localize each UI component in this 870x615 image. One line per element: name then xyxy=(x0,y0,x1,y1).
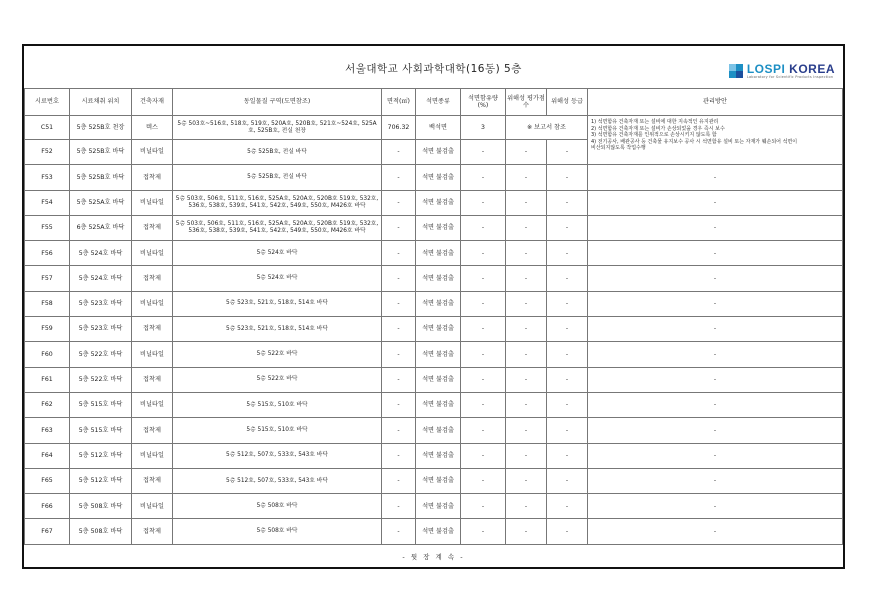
cell-risk-score: - xyxy=(506,140,547,165)
cell-material: 비닐타일 xyxy=(132,190,173,215)
cell-material: 비닐타일 xyxy=(132,494,173,519)
page-title: 서울대학교 사회과학대학(16동) 5층 xyxy=(345,63,522,75)
cell-management: - xyxy=(588,367,843,392)
cell-material: 접착제 xyxy=(132,519,173,544)
table-row xyxy=(25,190,843,215)
cell-type: 석면 불검출 xyxy=(416,215,461,240)
cell-risk-grade: - xyxy=(547,367,588,392)
cell-sample-id: F53 xyxy=(25,165,70,190)
cell-management: - xyxy=(588,190,843,215)
col-header: 시료채취 위치 xyxy=(70,89,132,116)
table-row xyxy=(25,215,843,240)
cell-location: 5층 512호 바닥 xyxy=(70,443,132,468)
cell-risk-grade: - xyxy=(547,468,588,493)
cell-sample-id: F65 xyxy=(25,468,70,493)
cell-risk-grade: - xyxy=(547,165,588,190)
cell-location: 5층 515호 바닥 xyxy=(70,418,132,443)
cell-type: 석면 불검출 xyxy=(416,165,461,190)
cell-material: 비닐타일 xyxy=(132,443,173,468)
cell-risk-grade: - xyxy=(547,317,588,342)
cell-risk-score: - xyxy=(506,241,547,266)
cell-management: - xyxy=(588,266,843,291)
cell-location: 5층 523호 바닥 xyxy=(70,317,132,342)
cell-size: - xyxy=(382,215,416,240)
cell-area: 5층 503호, 506호, 511호, 516호, 525A호, 520A호, 520B호 519호, 532호, 536호, 538호, 539호, 541호, 542호, 549호, 550호, M426호 바닥 xyxy=(173,190,382,215)
management-line: 3) 석면함유 건축자재를 인위적으로 손상시키지 않도록 함 xyxy=(591,132,717,138)
logo-word-b: KOREA xyxy=(785,61,835,76)
cell-material: 접착제 xyxy=(132,215,173,240)
cell-material: 텍스 xyxy=(132,116,173,140)
cell-management: - xyxy=(588,291,843,316)
management-line: 2) 석면함유 건축자재 또는 설비가 손상되었을 경우 즉시 보수 xyxy=(591,125,725,132)
table-header-row xyxy=(25,89,843,116)
cell-type: 석면 불검출 xyxy=(416,190,461,215)
table-row xyxy=(25,519,843,544)
cell-management: - xyxy=(588,418,843,443)
cell-sample-id: F60 xyxy=(25,342,70,367)
cell-material: 접착제 xyxy=(132,165,173,190)
cell-management: - xyxy=(588,519,843,544)
cell-management: - xyxy=(588,317,843,342)
cell-management: - xyxy=(588,241,843,266)
cell-size: - xyxy=(382,392,416,417)
cell-location: 5층 525B호 바닥 xyxy=(70,165,132,190)
cell-location: 5층 525B호 천장 xyxy=(70,116,132,140)
management-line: 1) 석면함유 건축자재 또는 설비에 대한 지속적인 유지관리 xyxy=(591,119,719,125)
cell-risk-score: - xyxy=(506,443,547,468)
cell-type: 석면 불검출 xyxy=(416,266,461,291)
cell-risk-grade: - xyxy=(547,519,588,544)
cell-type: 석면 불검출 xyxy=(416,468,461,493)
cell-risk-grade: - xyxy=(547,392,588,417)
cell-area: 5층 525B호, 전실 바닥 xyxy=(173,140,382,165)
cell-size: - xyxy=(382,291,416,316)
cell-area: 5층 523호, 521호, 518호, 514호 바닥 xyxy=(173,291,382,316)
cell-percent: - xyxy=(461,443,506,468)
col-header: 관리방안 xyxy=(588,89,843,116)
cell-percent: - xyxy=(461,494,506,519)
cell-area: 5층 515호, 510호 바닥 xyxy=(173,418,382,443)
cell-area: 5층 524호 바닥 xyxy=(173,241,382,266)
cell-management: - xyxy=(588,165,843,190)
asbestos-survey-table xyxy=(24,88,843,545)
col-header: 면적(㎡) xyxy=(382,89,416,116)
cell-percent: - xyxy=(461,140,506,165)
cell-type: 석면 불검출 xyxy=(416,317,461,342)
col-header: 시료번호 xyxy=(25,89,70,116)
cell-risk-score: - xyxy=(506,291,547,316)
col-header: 석면종류 xyxy=(416,89,461,116)
table-row xyxy=(25,494,843,519)
table-row xyxy=(25,367,843,392)
cell-type: 석면 불검출 xyxy=(416,519,461,544)
cell-size: - xyxy=(382,140,416,165)
cell-location: 6층 525A호 바닥 xyxy=(70,215,132,240)
cell-sample-id: F64 xyxy=(25,443,70,468)
cell-area: 5층 508호 바닥 xyxy=(173,494,382,519)
cell-size: - xyxy=(382,266,416,291)
cell-risk-grade: - xyxy=(547,266,588,291)
cell-size: - xyxy=(382,443,416,468)
cell-location: 5층 512호 바닥 xyxy=(70,468,132,493)
logo-word-a: LOSPI xyxy=(746,61,786,76)
cell-risk-grade: - xyxy=(547,418,588,443)
cell-risk-grade: - xyxy=(547,443,588,468)
table-row xyxy=(25,165,843,190)
management-line: 4) 전기공사, 배관공사 등 건축물 유지보수 공사 시 석면함유 설비 또는 자재가 훼손되어 석면이 xyxy=(591,138,798,145)
table-row xyxy=(25,317,843,342)
cell-area: 5층 524호 바닥 xyxy=(173,266,382,291)
cell-risk-score: - xyxy=(506,190,547,215)
cell-location: 5층 524호 바닥 xyxy=(70,266,132,291)
cell-risk-grade: - xyxy=(547,342,588,367)
cell-risk-score: - xyxy=(506,418,547,443)
cell-risk-grade: - xyxy=(547,494,588,519)
cell-risk-grade: - xyxy=(547,241,588,266)
cell-management: - xyxy=(588,494,843,519)
cell-evaluation: ※ 보고서 참조 xyxy=(506,116,588,140)
cell-type: 백석면 xyxy=(416,116,461,140)
cell-percent: - xyxy=(461,266,506,291)
cell-size: - xyxy=(382,165,416,190)
cell-location: 5층 522호 바닥 xyxy=(70,342,132,367)
logo-mark-square xyxy=(736,71,743,78)
cell-location: 5층 523호 바닥 xyxy=(70,291,132,316)
management-line: 비산되지않도록 작업수행 xyxy=(591,145,646,151)
cell-area: 5층 523호, 521호, 518호, 514호 바닥 xyxy=(173,317,382,342)
cell-area: 5층 503호~516호, 518호, 519호, 520A호, 520B호, 521호~524호, 525A호, 525B호, 전실 천장 xyxy=(173,116,382,140)
cell-type: 석면 불검출 xyxy=(416,291,461,316)
cell-material: 접착제 xyxy=(132,468,173,493)
table-row xyxy=(25,468,843,493)
cell-percent: - xyxy=(461,418,506,443)
cell-risk-score: - xyxy=(506,468,547,493)
cell-area: 5층 503호, 506호, 511호, 516호, 525A호, 520A호, 520B호 519호, 532호, 536호, 538호, 539호, 541호, 542호, 549호, 550호, M426호 바닥 xyxy=(173,215,382,240)
cell-type: 석면 불검출 xyxy=(416,443,461,468)
cell-risk-score: - xyxy=(506,215,547,240)
cell-size: 706.32 xyxy=(382,116,416,140)
col-header: 건축자재 xyxy=(132,89,173,116)
cell-size: - xyxy=(382,418,416,443)
cell-sample-id: F59 xyxy=(25,317,70,342)
cell-risk-score: - xyxy=(506,494,547,519)
cell-risk-score: - xyxy=(506,392,547,417)
cell-risk-grade: - xyxy=(547,140,588,165)
cell-location: 5층 525A호 바닥 xyxy=(70,190,132,215)
cell-size: - xyxy=(382,468,416,493)
cell-management: - xyxy=(588,342,843,367)
cell-size: - xyxy=(382,317,416,342)
table-row xyxy=(25,342,843,367)
cell-material: 접착제 xyxy=(132,266,173,291)
cell-percent: - xyxy=(461,291,506,316)
cell-risk-grade: - xyxy=(547,291,588,316)
cell-location: 5층 508호 바닥 xyxy=(70,519,132,544)
logo-mark-icon xyxy=(729,64,743,78)
cell-material: 접착제 xyxy=(132,367,173,392)
cell-risk-score: - xyxy=(506,367,547,392)
cell-area: 5층 515호, 510호 바닥 xyxy=(173,392,382,417)
cell-percent: - xyxy=(461,190,506,215)
cell-size: - xyxy=(382,342,416,367)
cell-percent: - xyxy=(461,468,506,493)
logo-mark-square xyxy=(736,64,743,71)
cell-sample-id: C51 xyxy=(25,116,70,140)
cell-size: - xyxy=(382,190,416,215)
cell-risk-grade: - xyxy=(547,215,588,240)
cell-percent: - xyxy=(461,215,506,240)
cell-material: 비닐타일 xyxy=(132,140,173,165)
cell-size: - xyxy=(382,241,416,266)
col-header: 위해성 등급 xyxy=(547,89,588,116)
cell-area: 5층 522호 바닥 xyxy=(173,342,382,367)
company-logo xyxy=(729,61,835,81)
cell-area: 5층 522호 바닥 xyxy=(173,367,382,392)
cell-type: 석면 불검출 xyxy=(416,494,461,519)
title-bar xyxy=(24,46,843,89)
cell-percent: - xyxy=(461,519,506,544)
cell-location: 5층 525B호 바닥 xyxy=(70,140,132,165)
cell-percent: - xyxy=(461,165,506,190)
cell-sample-id: F56 xyxy=(25,241,70,266)
cell-area: 5층 525B호, 전실 바닥 xyxy=(173,165,382,190)
cell-percent: 3 xyxy=(461,116,506,140)
logo-subtitle: Laboratory for Scientific Products Inspection xyxy=(746,74,834,79)
cell-risk-score: - xyxy=(506,266,547,291)
cell-risk-score: - xyxy=(506,519,547,544)
cell-percent: - xyxy=(461,241,506,266)
cell-type: 석면 불검출 xyxy=(416,392,461,417)
cell-location: 5층 522호 바닥 xyxy=(70,367,132,392)
cell-percent: - xyxy=(461,367,506,392)
cell-percent: - xyxy=(461,342,506,367)
cell-risk-score: - xyxy=(506,317,547,342)
table-row xyxy=(25,116,843,140)
cell-sample-id: F54 xyxy=(25,190,70,215)
cell-size: - xyxy=(382,519,416,544)
cell-type: 석면 불검출 xyxy=(416,241,461,266)
cell-type: 석면 불검출 xyxy=(416,367,461,392)
cell-material: 접착제 xyxy=(132,317,173,342)
cell-type: 석면 불검출 xyxy=(416,140,461,165)
cell-risk-score: - xyxy=(506,342,547,367)
cell-material: 비닐타일 xyxy=(132,392,173,417)
cell-area: 5층 512호, 507호, 533호, 543호 바닥 xyxy=(173,443,382,468)
cell-size: - xyxy=(382,367,416,392)
cell-percent: - xyxy=(461,317,506,342)
cell-sample-id: F57 xyxy=(25,266,70,291)
col-header: 위해성 평가점수 xyxy=(506,89,547,116)
cell-percent: - xyxy=(461,392,506,417)
table-row xyxy=(25,418,843,443)
cell-sample-id: F63 xyxy=(25,418,70,443)
col-header: 석면함유량 (%) xyxy=(461,89,506,116)
cell-sample-id: F66 xyxy=(25,494,70,519)
cell-material: 비닐타일 xyxy=(132,291,173,316)
cell-type: 석면 불검출 xyxy=(416,418,461,443)
cell-material: 비닐타일 xyxy=(132,241,173,266)
cell-sample-id: F55 xyxy=(25,215,70,240)
cell-sample-id: F61 xyxy=(25,367,70,392)
cell-size: - xyxy=(382,494,416,519)
cell-area: 5층 508호 바닥 xyxy=(173,519,382,544)
cell-management: - xyxy=(588,215,843,240)
cell-management: - xyxy=(588,468,843,493)
cell-material: 비닐타일 xyxy=(132,342,173,367)
cell-material: 접착제 xyxy=(132,418,173,443)
table-row xyxy=(25,291,843,316)
table-row xyxy=(25,443,843,468)
cell-management: - xyxy=(588,443,843,468)
table-row xyxy=(25,392,843,417)
document-sheet xyxy=(22,44,845,569)
logo-mark-square xyxy=(729,71,736,78)
cell-sample-id: F58 xyxy=(25,291,70,316)
cell-sample-id: F52 xyxy=(25,140,70,165)
cell-risk-grade: - xyxy=(547,190,588,215)
cell-location: 5층 524호 바닥 xyxy=(70,241,132,266)
logo-mark-square xyxy=(729,64,736,71)
cell-location: 5층 515호 바닥 xyxy=(70,392,132,417)
cell-sample-id: F67 xyxy=(25,519,70,544)
col-header: 동일물질 구역(도면참조) xyxy=(173,89,382,116)
table-row xyxy=(25,266,843,291)
cell-type: 석면 불검출 xyxy=(416,342,461,367)
continued-footer: - 뒷 장 계 속 - xyxy=(402,553,465,561)
cell-management: - xyxy=(588,392,843,417)
cell-location: 5층 508호 바닥 xyxy=(70,494,132,519)
cell-area: 5층 512호, 507호, 533호, 543호 바닥 xyxy=(173,468,382,493)
cell-risk-score: - xyxy=(506,165,547,190)
table-row xyxy=(25,241,843,266)
cell-sample-id: F62 xyxy=(25,392,70,417)
cell-management xyxy=(588,116,843,165)
